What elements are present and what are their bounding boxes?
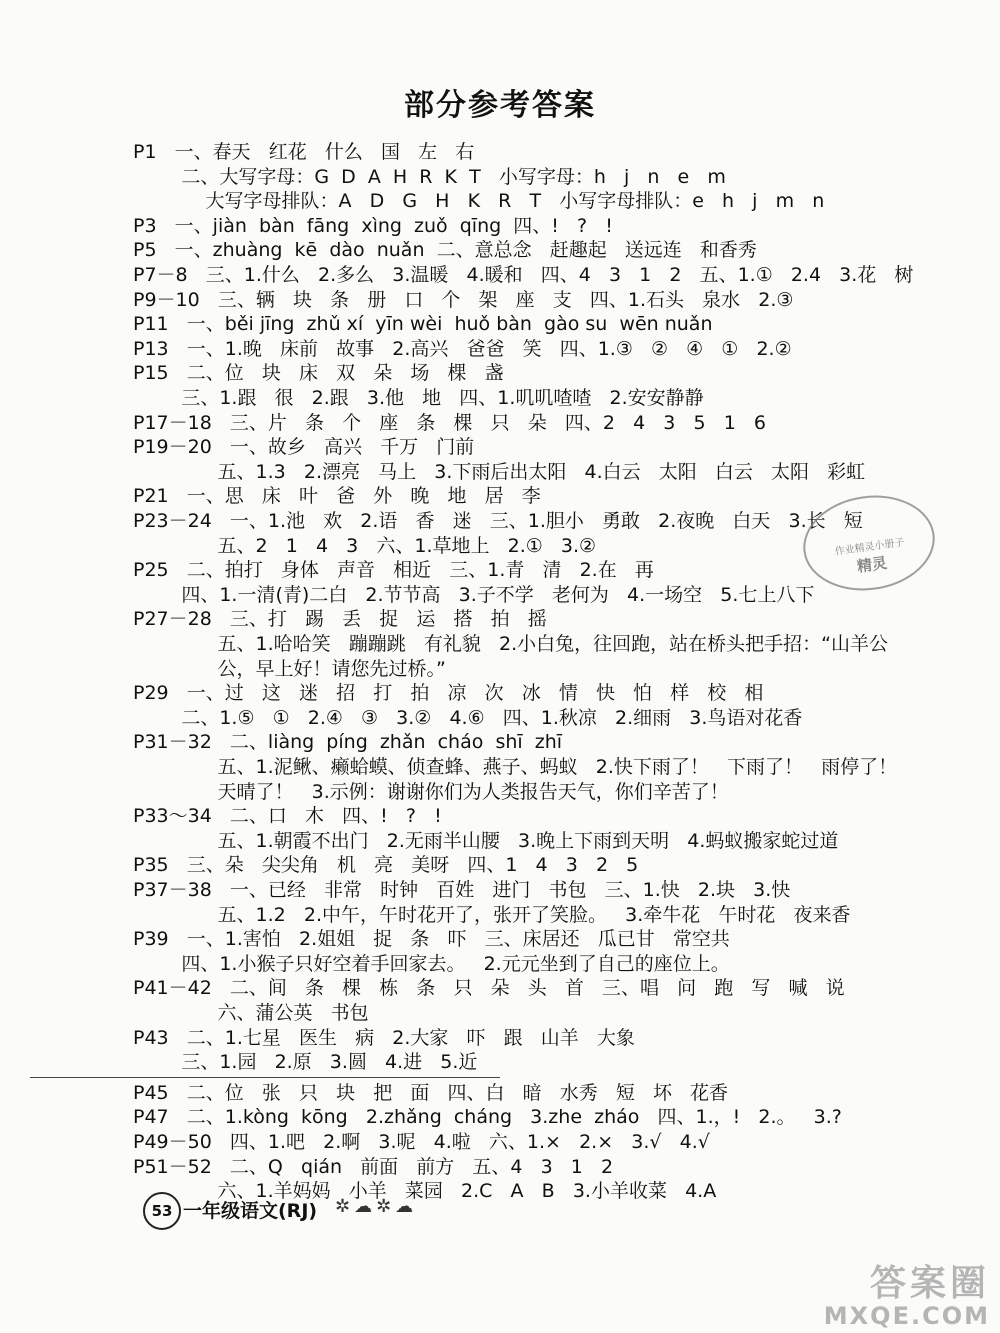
answer-line: 五、1.3 2.漂亮 马上 3.下雨后出太阳 4.白云 太阳 白云 太阳 彩虹 xyxy=(133,460,866,483)
answer-line: 五、1.朝霞不出门 2.无雨半山腰 3.晚上下雨到天明 4.蚂蚁搬家蛇过道 xyxy=(133,829,839,852)
answer-line: P37－38 一、已经 非常 时钟 百姓 进门 书包 三、1.快 2.块 3.快 xyxy=(133,879,791,901)
answer-line: P17－18 三、片 条 个 座 条 棵 只 朵 四、2 4 3 5 1 6 xyxy=(133,411,767,434)
page-number: 53 xyxy=(143,1192,181,1230)
answer-line: P41－42 二、间 条 棵 栋 条 只 朵 头 首 三、唱 问 跑 写 喊 说 xyxy=(133,977,845,1000)
answer-line: P43 二、1.七星 医生 病 2.大家 吓 跟 山羊 大象 xyxy=(133,1026,635,1049)
answer-line: P3 一、jiàn bàn fāng xìng zuǒ qīng 四、! ? ! xyxy=(133,214,613,237)
answer-line: P49－50 四、1.吧 2.啊 3.呢 4.啦 六、1.× 2.× 3.√ 4.√ xyxy=(133,1131,710,1153)
answer-line: 四、1.一清(青)二白 2.节节高 3.子不学 老何为 4.一场空 5.七上八下 xyxy=(133,583,815,606)
answer-line: 天晴了！ 3.示例：谢谢你们为人类报告天气，你们辛苦了！ xyxy=(133,780,729,803)
stamp-text-bottom: 精灵 xyxy=(855,553,889,576)
page-footer xyxy=(135,1186,495,1228)
book-label: 一年级语文(RJ) xyxy=(183,1200,318,1222)
answer-line: P11 一、běi jīng zhǔ xí yīn wèi huǒ bàn gào su wēn nuǎn xyxy=(133,313,713,336)
watermark-logo-text: 答案圈 xyxy=(869,1263,990,1304)
page-title: 部分参考答案 xyxy=(404,88,596,123)
answer-line: P1 一、春天 红花 什么 国 左 右 xyxy=(133,141,475,163)
answer-line: 六、蒲公英 书包 xyxy=(133,1002,369,1024)
answer-line: P27－28 三、打 踢 丢 捉 运 搭 拍 摇 xyxy=(133,608,547,631)
cloud-decoration-icon: ✲☁✲☁ xyxy=(335,1196,418,1217)
answer-line: 五、1.泥鳅、癞蛤蟆、侦查蜂、燕子、蚂蚁 2.快下雨了！ 下雨了！ 雨停了！ xyxy=(133,756,898,778)
answer-line: P33～34 二、口 木 四、! ? ! xyxy=(133,805,442,828)
answer-line: P35 三、朵 尖尖角 机 亮 美呀 四、1 4 3 2 5 xyxy=(133,854,639,877)
answer-line: P15 二、位 块 床 双 朵 场 棵 盏 xyxy=(133,362,504,385)
answer-line: P31－32 二、liàng píng zhǎn cháo shī zhī xyxy=(133,731,563,754)
answer-line: P19－20 一、故乡 高兴 千万 门前 xyxy=(133,436,475,459)
answer-line: 五、2 1 4 3 六、1.草地上 2.① 3.② xyxy=(133,534,597,557)
answer-line: P39 一、1.害怕 2.姐姐 捉 条 吓 三、床居还 瓜已甘 常空共 xyxy=(133,928,730,951)
stamp-text-top: 作业精灵小册子 xyxy=(834,537,906,558)
answer-line: P9－10 三、辆 块 条 册 口 个 架 座 支 四、1.石头 泉水 2.③ xyxy=(133,288,794,311)
divider-line xyxy=(30,1077,500,1078)
answer-line: 四、1.小猴子只好空着手回家去。 2.元元坐到了自己的座位上。 xyxy=(133,952,730,975)
answer-line: P5 一、zhuàng kē dào nuǎn 二、意总念 赶趣起 送远连 和香秀 xyxy=(133,239,757,262)
answer-line: P23－24 一、1.池 欢 2.语 香 迷 三、1.胆小 勇敢 2.夜晚 白天 3.长 短 xyxy=(133,510,863,532)
answer-line: 六、1.羊妈妈 小羊 菜园 2.C A B 3.小羊收菜 4.A xyxy=(133,1180,717,1203)
answer-line: P29 一、过 这 迷 招 打 拍 凉 次 冰 情 快 怕 样 校 相 xyxy=(133,682,764,705)
answer-line: P7－8 三、1.什么 2.多么 3.温暖 4.暖和 四、4 3 1 2 五、1.① 2.4 3.花 树 xyxy=(133,264,914,286)
answer-line: P45 二、位 张 只 块 把 面 四、白 暗 水秀 短 坏 花香 xyxy=(133,1081,729,1104)
answer-line: 三、1.园 2.原 3.圆 4.进 5.近 xyxy=(133,1051,478,1074)
answer-line: 五、1.哈哈笑 蹦蹦跳 有礼貌 2.小白兔，往回跑，站在桥头把手招：“山羊公 xyxy=(133,633,889,655)
answer-line: 公，早上好！请您先过桥。” xyxy=(133,657,446,680)
answer-line: P13 一、1.晚 床前 故事 2.高兴 爸爸 笑 四、1.③ ② ④ ① 2.② xyxy=(133,337,792,360)
answer-line: 三、1.跟 很 2.跟 3.他 地 四、1.叽叽喳喳 2.安安静静 xyxy=(133,387,704,409)
answer-line: 二、1.⑤ ① 2.④ ③ 3.② 4.⑥ 四、1.秋凉 2.细雨 3.鸟语对花香 xyxy=(133,706,803,729)
answer-line: P25 二、拍打 身体 声音 相近 三、1.青 清 2.在 再 xyxy=(133,559,654,582)
answer-line: P51－52 二、Q qián 前面 前方 五、4 3 1 2 xyxy=(133,1155,614,1178)
answer-line: P21 一、思 床 叶 爸 外 晚 地 居 李 xyxy=(133,485,541,508)
site-watermark xyxy=(790,1255,990,1330)
answer-line: 五、1.2 2.中午，午时花开了，张开了笑脸。 3.牵牛花 午时花 夜来香 xyxy=(133,903,851,926)
answer-line: 大写字母排队：A D G H K R T 小写字母排队：e h j m n xyxy=(133,190,825,213)
answer-line: P47 二、1.kòng kōng 2.zhǎng cháng 3.zhe zháo 四、1.，! 2.。 3.? xyxy=(133,1106,842,1129)
answer-line: 二、大写字母：G D A H R K T 小写字母：h j n e m xyxy=(133,165,726,188)
watermark-url: MXQE.COM xyxy=(823,1302,990,1330)
